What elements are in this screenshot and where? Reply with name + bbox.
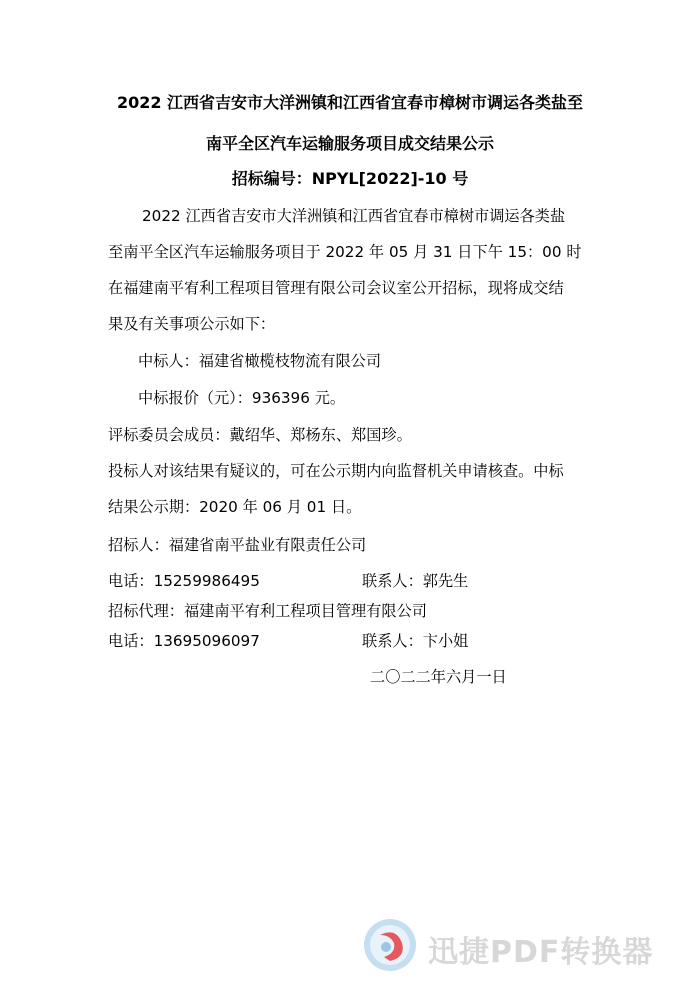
announcement-date: 二〇二二年六月一日: [370, 668, 507, 686]
evaluation-committee: 评标委员会成员：戴绍华、郑杨东、郑国珍。: [108, 426, 412, 444]
objection-notice-line1: 投标人对该结果有疑议的，可在公示期内向监督机关申请核查。中标: [108, 462, 564, 480]
winning-bidder: 中标人：福建省橄榄枝物流有限公司: [138, 352, 381, 370]
winning-price: 中标报价（元）：936396 元。: [138, 389, 346, 407]
agent-name: 招标代理：福建南平宥利工程项目管理有限公司: [108, 602, 427, 620]
tender-number: 招标编号：NPYL[2022]-10 号: [231, 169, 469, 188]
document-title-line2: 南平全区汽车运输服务项目成交结果公示: [205, 134, 494, 153]
tenderer-phone: 电话：15259986495: [108, 572, 260, 590]
agent-contact: 联系人：卞小姐: [362, 632, 469, 650]
intro-paragraph-line2: 至南平全区汽车运输服务项目于 2022 年 05 月 31 日下午 15：00 时: [108, 243, 582, 261]
intro-paragraph-line4: 果及有关事项公示如下：: [108, 315, 276, 333]
tenderer-name: 招标人：福建省南平盐业有限责任公司: [108, 536, 367, 554]
document-title-line1: 2022 江西省吉安市大洋洲镇和江西省宜春市樟树市调运各类盐至: [116, 93, 584, 112]
intro-paragraph-line3: 在福建南平宥利工程项目管理有限公司会议室公开招标，现将成交结: [108, 279, 564, 297]
intro-paragraph-line1: 2022 江西省吉安市大洋洲镇和江西省宜春市樟树市调运各类盐: [142, 207, 566, 225]
objection-notice-line2: 结果公示期：2020 年 06 月 01 日。: [108, 498, 362, 516]
watermark-text: 迅捷PDF转换器: [428, 935, 654, 970]
watermark: [362, 915, 700, 975]
tenderer-contact: 联系人：郭先生: [362, 572, 469, 590]
pdf-converter-logo-icon: [362, 917, 418, 973]
agent-phone: 电话：13695096097: [108, 632, 260, 650]
